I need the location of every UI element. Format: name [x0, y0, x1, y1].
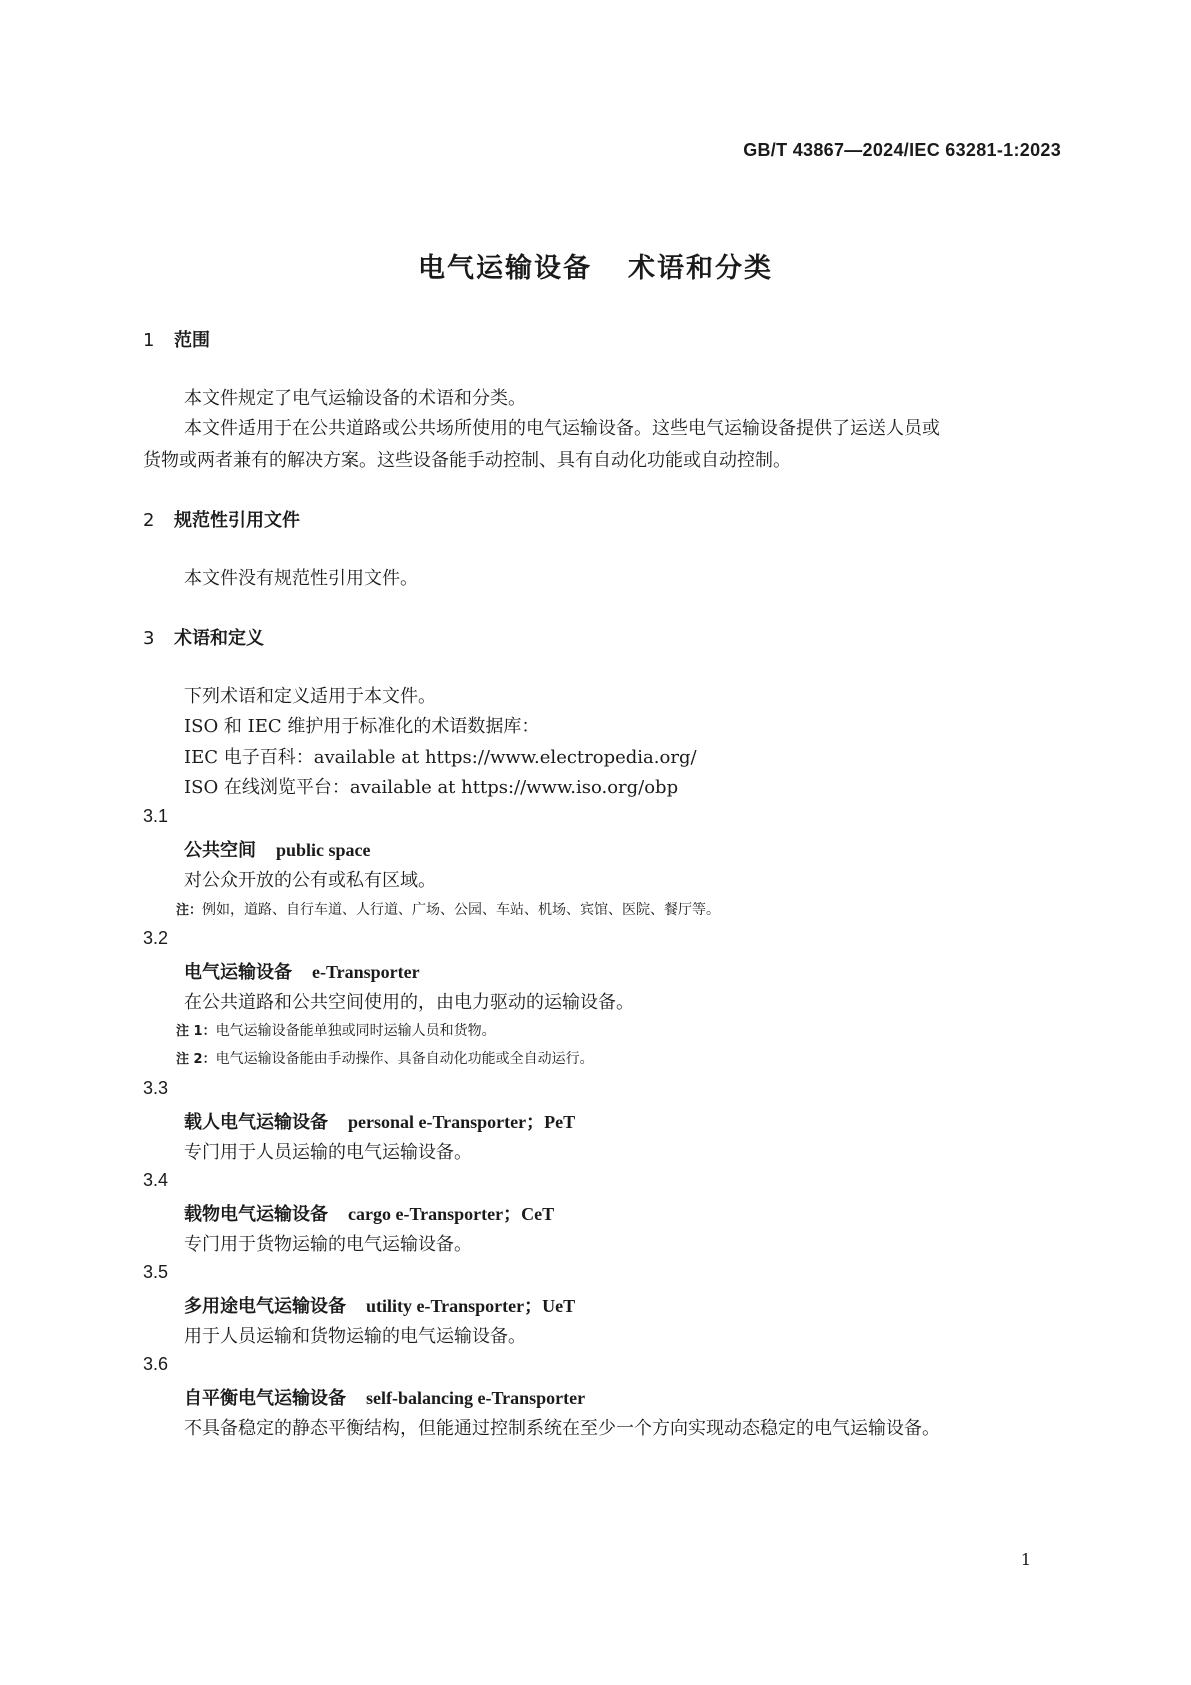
section-number: 2: [143, 510, 155, 531]
term-entry: [184, 1292, 575, 1318]
term-definition: 用于人员运输和货物运输的电气运输设备。: [184, 1326, 526, 1347]
note-label: 注：: [176, 903, 203, 918]
term-entry: [184, 1200, 554, 1226]
term-definition: 不具备稳定的静态平衡结构，但能通过控制系统在至少一个方向实现动态稳定的电气运输设备。: [184, 1418, 940, 1439]
term-english: cargo e-Transporter；CeT: [348, 1204, 555, 1224]
section-heading-terms-definitions: [143, 624, 264, 650]
term-note: [176, 1048, 594, 1068]
document-title-main: 电气运输设备: [418, 253, 592, 284]
term-entry: [184, 836, 371, 862]
document-title-sub: 术语和分类: [628, 253, 773, 284]
page-number: 1: [1020, 1550, 1031, 1569]
scope-paragraph-2-line-1: 本文件适用于在公共道路或公共场所使用的电气运输设备。这些电气运输设备提供了运送人员或: [184, 418, 940, 439]
terms-intro-line-2: ISO 和 IEC 维护用于标准化的术语数据库：: [184, 716, 540, 737]
section-title: 术语和定义: [174, 628, 264, 649]
term-english: e-Transporter: [312, 962, 420, 982]
terms-intro-iec-link: IEC 电子百科：available at https://www.electropedia.org/: [184, 747, 697, 768]
section-title: 范围: [174, 330, 210, 351]
term-note: [176, 1020, 496, 1040]
clause-number: 3.4: [143, 1170, 169, 1190]
section-heading-normative-references: [143, 506, 300, 532]
clause-number: 3.6: [143, 1354, 169, 1374]
term-chinese: 多用途电气运输设备: [184, 1296, 346, 1317]
term-definition: 对公众开放的公有或私有区域。: [184, 870, 436, 891]
scope-paragraph-1: 本文件规定了电气运输设备的术语和分类。: [184, 388, 526, 409]
term-note: [176, 899, 720, 919]
term-english: personal e-Transporter；PeT: [348, 1112, 576, 1132]
note-text: 电气运输设备能单独或同时运输人员和货物。: [215, 1023, 496, 1039]
note-text: 例如，道路、自行车道、人行道、广场、公园、车站、机场、宾馆、医院、餐厅等。: [202, 902, 721, 918]
standard-code: GB/T 43867—2024/IEC 63281-1:2023: [743, 140, 1061, 160]
term-chinese: 公共空间: [184, 840, 256, 861]
terms-intro-iso-link: ISO 在线浏览平台：available at https://www.iso.org/obp: [184, 777, 679, 798]
term-entry: [184, 958, 420, 984]
term-english: self-balancing e-Transporter: [366, 1388, 586, 1408]
term-definition: 专门用于人员运输的电气运输设备。: [184, 1142, 472, 1163]
clause-number: 3.5: [143, 1262, 169, 1282]
term-definition: 专门用于货物运输的电气运输设备。: [184, 1234, 472, 1255]
note-label: 注 2：: [176, 1052, 216, 1067]
scope-paragraph-2-line-2: 货物或两者兼有的解决方案。这些设备能手动控制、具有自动化功能或自动控制。: [143, 450, 791, 471]
term-chinese: 载物电气运输设备: [184, 1204, 328, 1225]
note-text: 电气运输设备能由手动操作、具备自动化功能或全自动运行。: [215, 1051, 594, 1067]
document-title: [0, 246, 1191, 285]
term-definition: 在公共道路和公共空间使用的，由电力驱动的运输设备。: [184, 992, 634, 1013]
term-entry: [184, 1384, 585, 1410]
section-number: 1: [143, 330, 155, 351]
term-chinese: 载人电气运输设备: [184, 1112, 328, 1133]
normative-references-paragraph: 本文件没有规范性引用文件。: [184, 568, 418, 589]
clause-number: 3.2: [143, 928, 169, 948]
note-label: 注 1：: [176, 1024, 216, 1039]
term-english: public space: [276, 840, 371, 860]
section-number: 3: [143, 628, 155, 649]
term-chinese: 电气运输设备: [184, 962, 292, 983]
term-chinese: 自平衡电气运输设备: [184, 1388, 346, 1409]
clause-number: 3.1: [143, 806, 169, 826]
clause-number: 3.3: [143, 1078, 169, 1098]
section-heading-scope: [143, 326, 210, 352]
term-entry: [184, 1108, 575, 1134]
term-english: utility e-Transporter；UeT: [366, 1296, 576, 1316]
section-title: 规范性引用文件: [174, 510, 300, 531]
terms-intro-line-1: 下列术语和定义适用于本文件。: [184, 686, 436, 707]
